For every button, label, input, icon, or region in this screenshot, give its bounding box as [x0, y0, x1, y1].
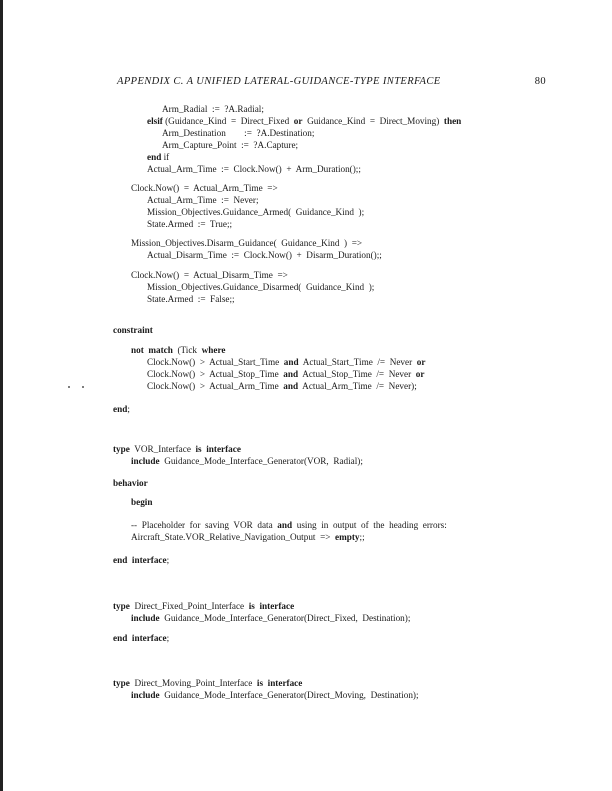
code-line: behavior: [113, 478, 148, 488]
code-line: not match (Tick where: [131, 345, 226, 355]
code-line: State.Armed := False;;: [147, 294, 235, 304]
code-line: Aircraft_State.VOR_Relative_Navigation_Output => empty;;: [131, 532, 365, 542]
code-line: end interface;: [113, 555, 170, 565]
code-line: include Guidance_Mode_Interface_Generator(VOR, Radial);: [131, 456, 363, 466]
code-line: begin: [131, 497, 153, 507]
code-line: Actual_Arm_Time := Clock.Now() + Arm_Duration();;: [147, 164, 361, 174]
code-line: Clock.Now() > Actual_Arm_Time and Actual_Arm_Time /= Never);: [147, 381, 417, 391]
code-line: Arm_Capture_Point := ?A.Capture;: [162, 140, 299, 150]
code-line: end if: [147, 152, 170, 162]
code-line: Mission_Objectives.Guidance_Armed( Guidance_Kind );: [147, 207, 365, 217]
code-line: Mission_Objectives.Guidance_Disarmed( Guidance_Kind );: [147, 282, 375, 292]
code-line: Clock.Now() = Actual_Disarm_Time =>: [131, 270, 288, 280]
code-line: Arm_Radial := ?A.Radial;: [162, 104, 264, 114]
code-line: Actual_Disarm_Time := Clock.Now() + Disarm_Duration();;: [147, 250, 382, 260]
code-line: Clock.Now() = Actual_Arm_Time =>: [131, 183, 278, 193]
code-line: type VOR_Interface is interface: [113, 444, 241, 454]
page-number: 80: [534, 76, 546, 87]
code-line: type Direct_Fixed_Point_Interface is interface: [113, 601, 295, 611]
code-line: State.Armed := True;;: [147, 219, 233, 229]
code-line: end interface;: [113, 633, 170, 643]
header-title: APPENDIX C. A UNIFIED LATERAL-GUIDANCE-TYPE INTERFACE: [117, 76, 441, 87]
code-line: include Guidance_Mode_Interface_Generator(Direct_Fixed, Destination);: [131, 613, 411, 623]
code-line: Clock.Now() > Actual_Start_Time and Actual_Start_Time /= Never or: [147, 357, 426, 367]
code-line: elsif (Guidance_Kind = Direct_Fixed or Guidance_Kind = Direct_Moving) then: [147, 116, 462, 126]
code-line: type Direct_Moving_Point_Interface is interface: [113, 678, 303, 688]
code-line: Mission_Objectives.Disarm_Guidance( Guidance_Kind ) =>: [131, 238, 363, 248]
code-line: end;: [113, 404, 130, 414]
code-line: Arm_Destination := ?A.Destination;: [162, 128, 315, 138]
code-line: include Guidance_Mode_Interface_Generator(Direct_Moving, Destination);: [131, 690, 419, 700]
code-line: -- Placeholder for saving VOR data and using in output of the heading errors:: [131, 520, 447, 530]
code-line: Clock.Now() > Actual_Stop_Time and Actual_Stop_Time /= Never or: [147, 369, 425, 379]
code-line: constraint: [113, 325, 153, 335]
code-line: Actual_Arm_Time := Never;: [147, 195, 259, 205]
